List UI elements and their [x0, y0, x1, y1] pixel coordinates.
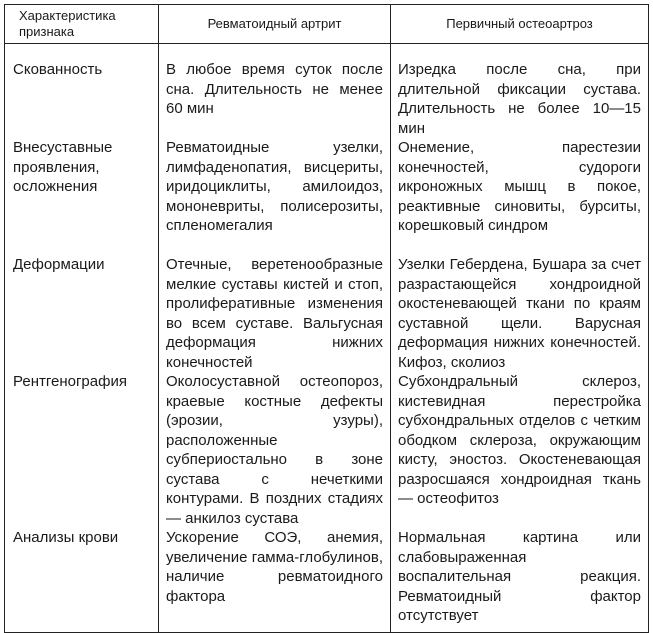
- row-ra-cell: Отечные, веретенообразные мелкие суставы кистей и стоп, пролиферативные изменения во всем суставе. Вальгусная деформация нижних конечностей: [159, 255, 391, 372]
- header-osteoarthrosis: Первичный остеоартроз: [391, 5, 649, 44]
- row-oa-cell: Онемение, парестезии конечностей, судороги икроножных мышц в покое, реактивные синовиты, бурситы, корешковый синдром: [391, 138, 649, 255]
- row-feature: Внесуставные проявления, осложнения: [5, 138, 159, 255]
- row-feature: Скованность: [5, 60, 159, 138]
- header-rheumatoid-arthritis: Ревматоидный артрит: [159, 5, 391, 44]
- table-row: [5, 372, 649, 528]
- table-header: [5, 5, 649, 44]
- table-row: [5, 528, 649, 632]
- row-oa-cell: Узелки Гебердена, Бушара за счет разрастающейся хондроидной окостеневающей ткани по краям суставной щели. Варусная деформация нижних конечностей. Кифоз, сколиоз: [391, 255, 649, 372]
- table-row: [5, 60, 649, 138]
- row-feature: Анализы крови: [5, 528, 159, 632]
- row-ra-cell: В любое время суток после сна. Длительность не менее 60 мин: [159, 60, 391, 138]
- row-feature: Рентгенография: [5, 372, 159, 528]
- header-feature: Характеристика признака: [5, 5, 159, 44]
- table-row: [5, 255, 649, 372]
- row-ra-cell: Ускорение СОЭ, анемия, увеличение гамма-глобулинов, наличие ревматоидного фактора: [159, 528, 391, 632]
- row-ra-cell: Околосуставной остеопороз, краевые костные дефекты (эрозии, узуры), расположенные субпериостально в зоне сустава с нечеткими контурами. В поздних стадиях — анкилоз сустава: [159, 372, 391, 528]
- table-row: [5, 138, 649, 255]
- row-oa-cell: Нормальная картина или слабовыраженная воспалительная реакция. Ревматоидный фактор отсутствует: [391, 528, 649, 632]
- comparison-table: [4, 4, 649, 633]
- row-ra-cell: Ревматоидные узелки, лимфаденопатия, висцериты, иридоциклиты, амилоидоз, мононевриты, полисерозиты, спленомегалия: [159, 138, 391, 255]
- row-feature: Деформации: [5, 255, 159, 372]
- table-body: [5, 44, 649, 633]
- row-oa-cell: Субхондральный склероз, кистевидная перестройка субхондральных отделов с четким ободком склероза, окружающим кисту, эностоз. Окостеневающая разросшаяся хондроидная ткань — остеофитоз: [391, 372, 649, 528]
- row-oa-cell: Изредка после сна, при длительной фиксации сустава. Длительность не более 10—15 мин: [391, 60, 649, 138]
